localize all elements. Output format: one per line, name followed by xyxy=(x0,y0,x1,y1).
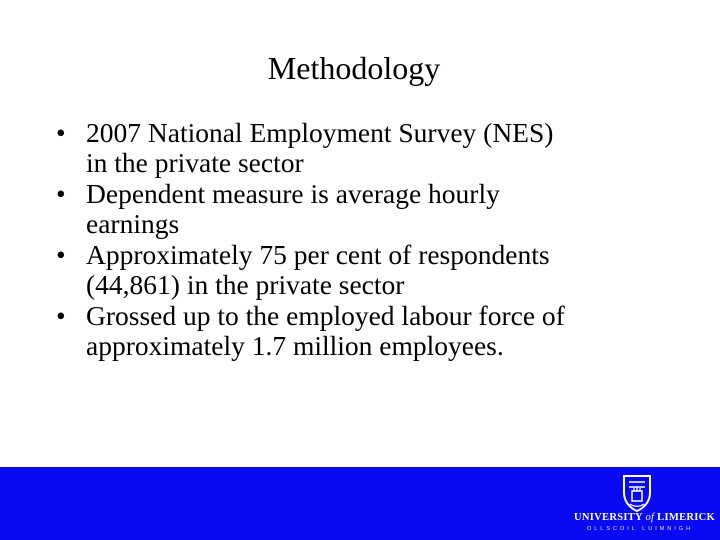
bullet-text-line: Dependent measure is average hourly xyxy=(86,178,500,209)
bullet-text-line: earnings xyxy=(86,208,180,239)
slide-title: Methodology xyxy=(267,50,441,86)
bullet-text-line: Grossed up to the employed labour force of xyxy=(86,300,565,331)
university-name xyxy=(574,512,715,523)
bullet-item xyxy=(56,240,696,300)
university-crest-icon xyxy=(620,473,654,513)
bullet-text-line: 2007 National Employment Survey (NES) xyxy=(86,117,554,148)
bullet-item xyxy=(56,118,696,178)
bullet-dot-icon: • xyxy=(56,239,66,270)
bullet-item xyxy=(56,179,696,239)
bullet-dot-icon: • xyxy=(56,300,66,331)
bullet-dot-icon: • xyxy=(56,117,66,148)
bullet-text-line: Approximately 75 per cent of respondents xyxy=(86,239,550,270)
bullet-item xyxy=(56,301,696,361)
bullet-text-line: approximately 1.7 million employees. xyxy=(86,330,504,361)
bullet-text-line: (44,861) in the private sector xyxy=(86,269,405,300)
bullet-text-line: in the private sector xyxy=(86,147,304,178)
bullet-dot-icon: • xyxy=(56,178,66,209)
university-name-of: of xyxy=(645,512,655,523)
university-name-start: UNIVERSITY xyxy=(574,512,646,523)
university-irish-name: OLLSCOIL LUIMNIGH xyxy=(586,526,694,532)
bullet-list xyxy=(56,118,696,362)
university-name-end: LIMERICK xyxy=(654,512,715,523)
